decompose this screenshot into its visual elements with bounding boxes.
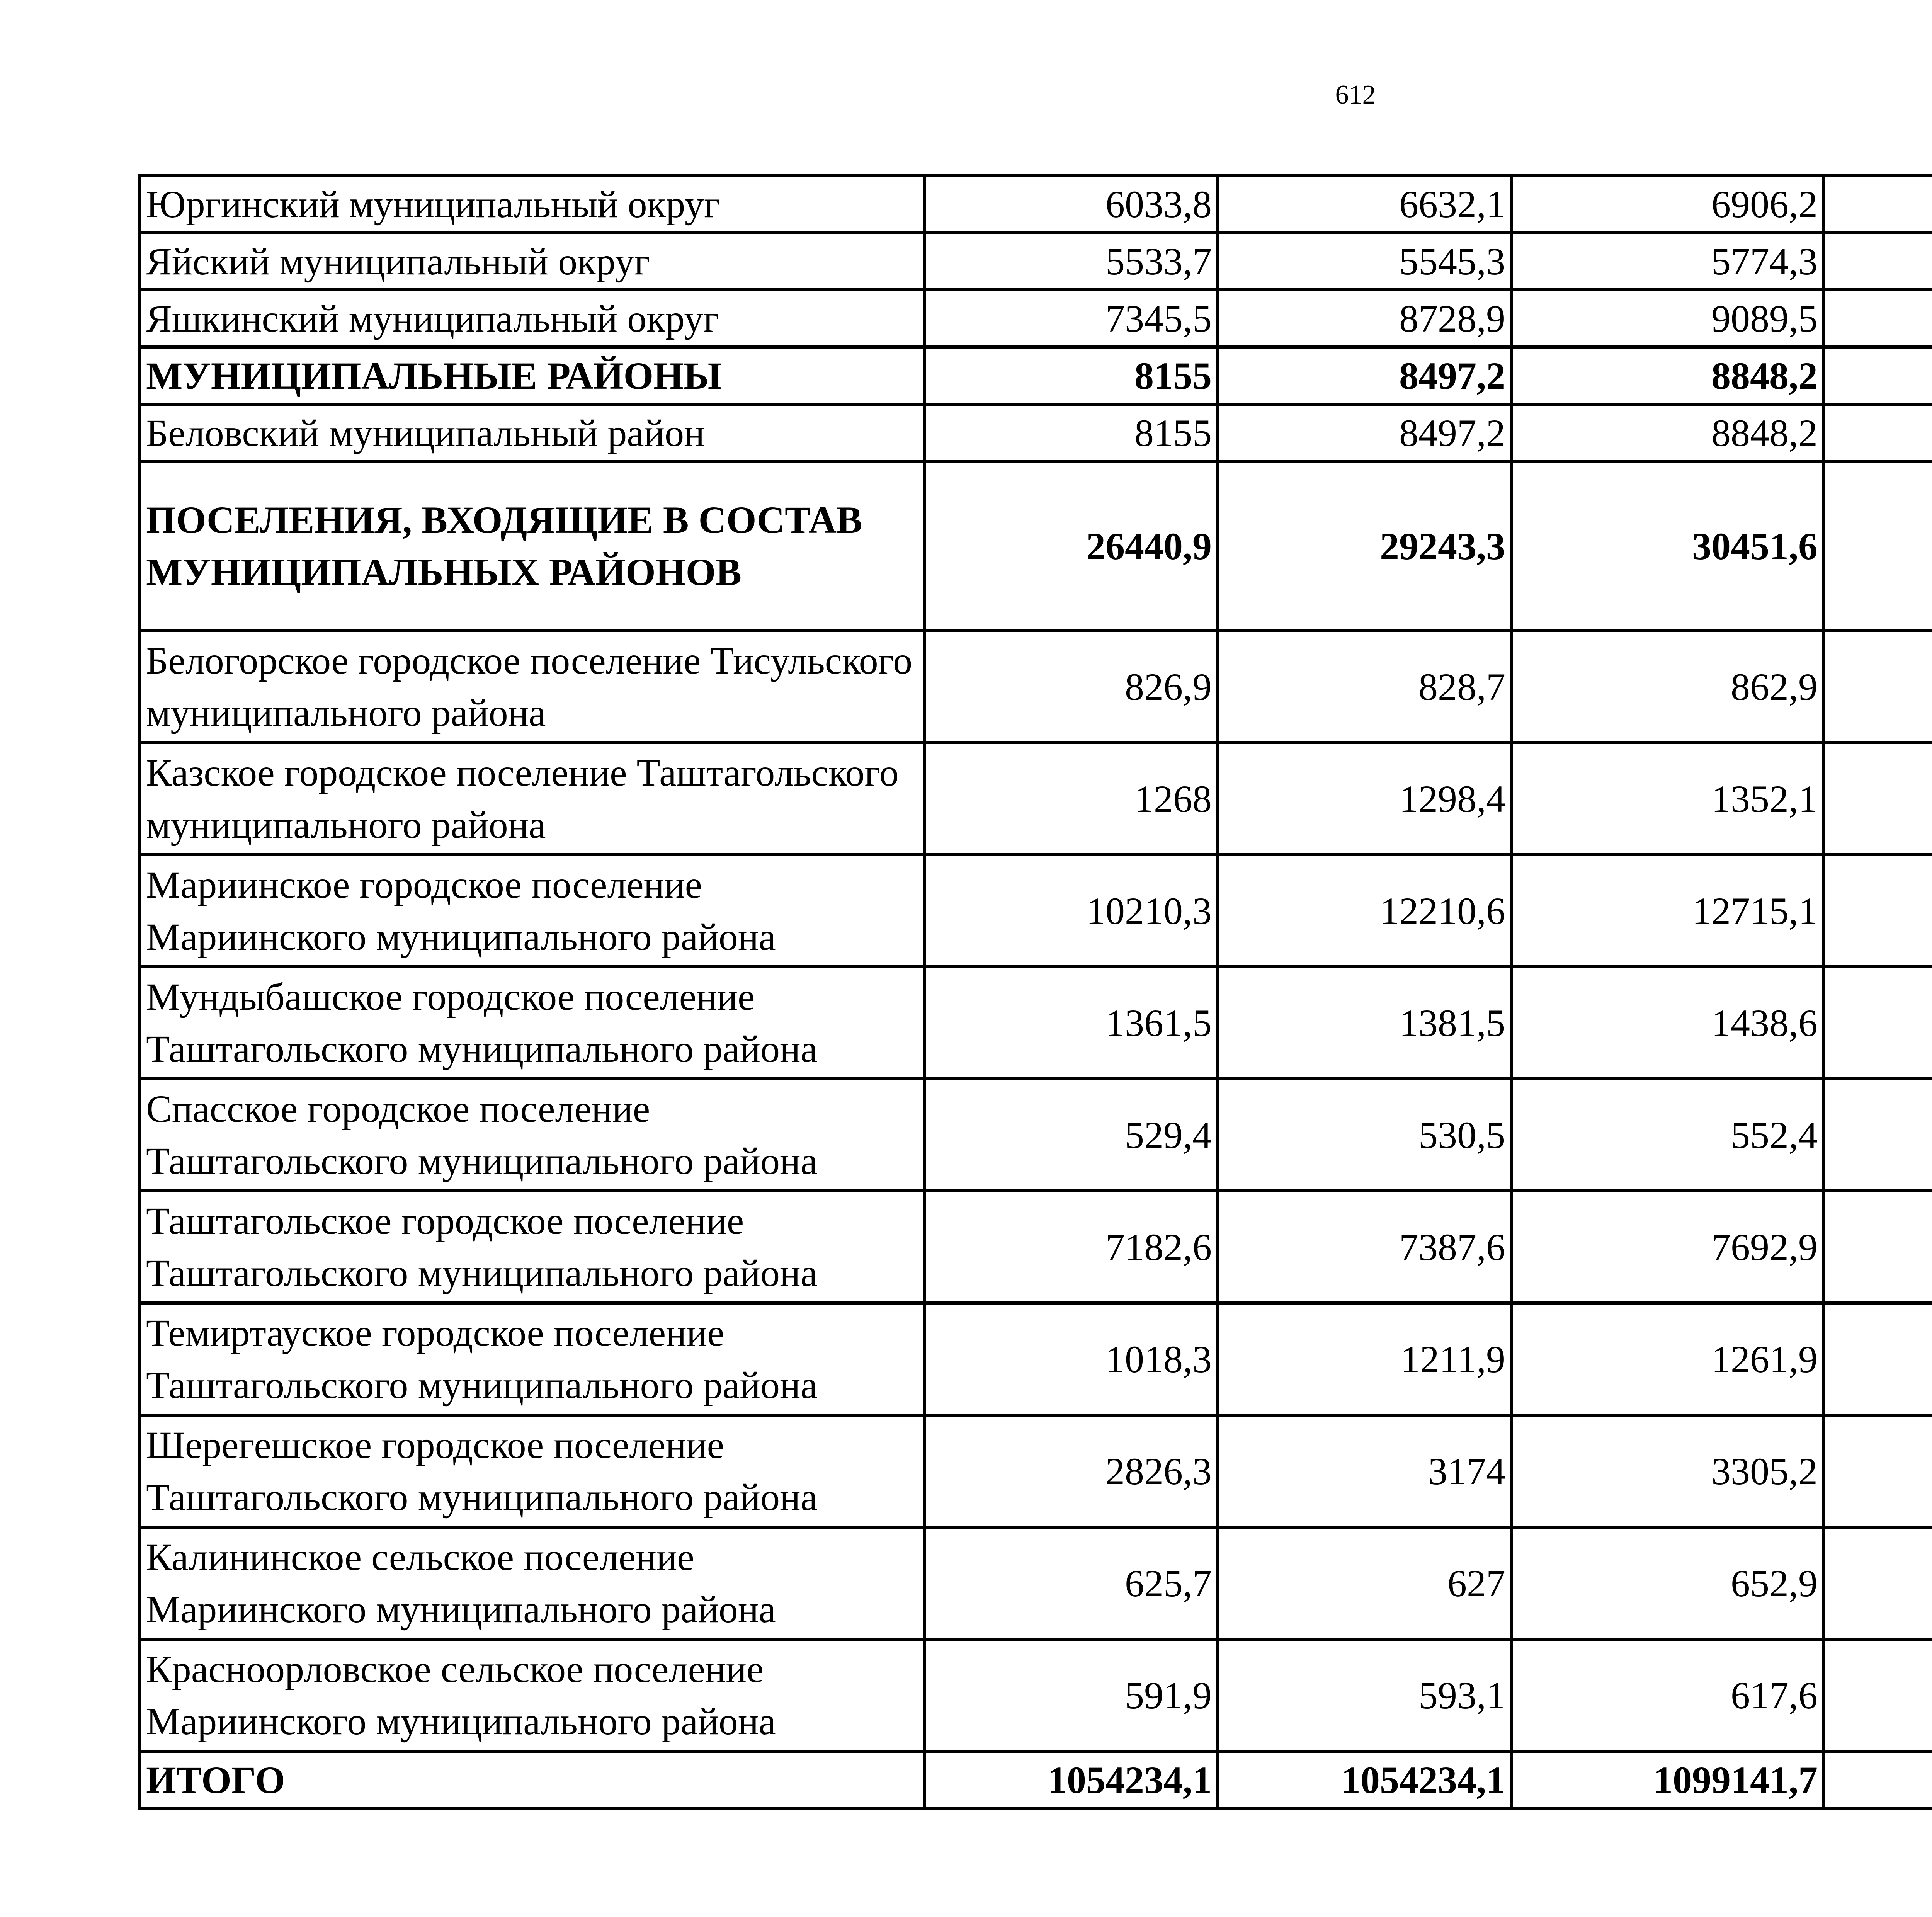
- table-row: [140, 1191, 1932, 1303]
- total-row: [140, 1751, 1932, 1808]
- cell-col3: 862,9: [1512, 631, 1824, 743]
- cell-col3: 652,9: [1512, 1527, 1824, 1639]
- cell-col1: 1018,3: [924, 1303, 1218, 1415]
- cell-col1: 8155: [924, 347, 1218, 404]
- table-row: [140, 967, 1932, 1079]
- row-name: Красноорловское сельское поселение Мариинского муниципального района: [140, 1639, 924, 1751]
- table-row: [140, 1079, 1932, 1191]
- cell-col3: 9089,5: [1512, 290, 1824, 347]
- cell-col2: 1211,9: [1218, 1303, 1512, 1415]
- cell-col3: 8848,2: [1512, 347, 1824, 404]
- table-row: [140, 233, 1932, 290]
- row-name: Казское городское поселение Таштагольского муниципального района: [140, 743, 924, 855]
- cell-col2: 828,7: [1218, 631, 1512, 743]
- row-name: Белогорское городское поселение Тисульского муниципального района: [140, 631, 924, 743]
- row-name: Шерегешское городское поселение Таштагольского муниципального района: [140, 1415, 924, 1527]
- cell-col1: 591,9: [924, 1639, 1218, 1751]
- row-name: Темиртауское городское поселение Таштагольского муниципального района: [140, 1303, 924, 1415]
- cell-col1: 7182,6: [924, 1191, 1218, 1303]
- row-name: Яйский муниципальный округ: [140, 233, 924, 290]
- cell-col2: 1381,5: [1218, 967, 1512, 1079]
- cell-col3: 5774,3: [1512, 233, 1824, 290]
- cell-col3: 3305,2: [1512, 1415, 1824, 1527]
- cell-col4: [1824, 743, 1932, 855]
- cell-col4: [1824, 1527, 1932, 1639]
- total-label: ИТОГО: [140, 1751, 924, 1808]
- cell-col4: [1824, 967, 1932, 1079]
- table-row: [140, 404, 1932, 461]
- cell-col1: 26440,9: [924, 461, 1218, 631]
- table-row: [140, 1639, 1932, 1751]
- cell-col3: 7692,9: [1512, 1191, 1824, 1303]
- cell-col3: 1438,6: [1512, 967, 1824, 1079]
- cell-col3: 8848,2: [1512, 404, 1824, 461]
- budget-table: [138, 174, 1932, 1810]
- cell-col1: 625,7: [924, 1527, 1218, 1639]
- cell-col3: 30451,6: [1512, 461, 1824, 631]
- cell-col2: 1298,4: [1218, 743, 1512, 855]
- cell-col4: [1824, 347, 1932, 404]
- cell-col2: 8497,2: [1218, 404, 1512, 461]
- cell-col2: 627: [1218, 1527, 1512, 1639]
- cell-col2: 8497,2: [1218, 347, 1512, 404]
- cell-col2: 12210,6: [1218, 855, 1512, 967]
- cell-col4: [1824, 1639, 1932, 1751]
- row-name: Спасское городское поселение Таштагольского муниципального района: [140, 1079, 924, 1191]
- cell-col2: 3174: [1218, 1415, 1512, 1527]
- cell-col4: [1824, 1415, 1932, 1527]
- cell-col1: 1268: [924, 743, 1218, 855]
- table-row: [140, 290, 1932, 347]
- cell-col4: [1824, 631, 1932, 743]
- table-row: [140, 855, 1932, 967]
- row-name: Мариинское городское поселение Мариинского муниципального района: [140, 855, 924, 967]
- cell-col1: 8155: [924, 404, 1218, 461]
- cell-col1: 1361,5: [924, 967, 1218, 1079]
- cell-col4: [1824, 855, 1932, 967]
- total-col4: [1824, 1751, 1932, 1808]
- row-name: Мундыбашское городское поселение Таштагольского муниципального района: [140, 967, 924, 1079]
- section-name: ПОСЕЛЕНИЯ, ВХОДЯЩИЕ В СОСТАВ МУНИЦИПАЛЬНЫХ РАЙОНОВ: [140, 461, 924, 631]
- cell-col4: [1824, 1079, 1932, 1191]
- row-name: Юргинский муниципальный округ: [140, 175, 924, 233]
- cell-col3: 617,6: [1512, 1639, 1824, 1751]
- cell-col2: 5545,3: [1218, 233, 1512, 290]
- row-name: Беловский муниципальный район: [140, 404, 924, 461]
- cell-col2: 8728,9: [1218, 290, 1512, 347]
- cell-col4: [1824, 404, 1932, 461]
- table-row: [140, 1527, 1932, 1639]
- cell-col2: 593,1: [1218, 1639, 1512, 1751]
- cell-col1: 5533,7: [924, 233, 1218, 290]
- cell-col1: 7345,5: [924, 290, 1218, 347]
- cell-col4: [1824, 461, 1932, 631]
- total-col3: 1099141,7: [1512, 1751, 1824, 1808]
- table-row: [140, 1303, 1932, 1415]
- cell-col1: 6033,8: [924, 175, 1218, 233]
- cell-col1: 2826,3: [924, 1415, 1218, 1527]
- cell-col3: 552,4: [1512, 1079, 1824, 1191]
- table-row: [140, 1415, 1932, 1527]
- row-name: Таштагольское городское поселение Таштагольского муниципального района: [140, 1191, 924, 1303]
- cell-col1: 529,4: [924, 1079, 1218, 1191]
- cell-col2: 530,5: [1218, 1079, 1512, 1191]
- table-row: [140, 631, 1932, 743]
- table-row: [140, 743, 1932, 855]
- section-row: [140, 461, 1932, 631]
- table-row: [140, 175, 1932, 233]
- row-name: Калининское сельское поселение Мариинского муниципального района: [140, 1527, 924, 1639]
- cell-col1: 826,9: [924, 631, 1218, 743]
- cell-col3: 6906,2: [1512, 175, 1824, 233]
- total-col1: 1054234,1: [924, 1751, 1218, 1808]
- row-name: Яшкинский муниципальный округ: [140, 290, 924, 347]
- cell-col1: 10210,3: [924, 855, 1218, 967]
- cell-col4: [1824, 175, 1932, 233]
- cell-col4: [1824, 1191, 1932, 1303]
- cell-col2: 6632,1: [1218, 175, 1512, 233]
- cell-col4: [1824, 233, 1932, 290]
- page-number: 612: [1335, 80, 1376, 110]
- cell-col2: 29243,3: [1218, 461, 1512, 631]
- cell-col3: 1352,1: [1512, 743, 1824, 855]
- cell-col4: [1824, 1303, 1932, 1415]
- cell-col3: 12715,1: [1512, 855, 1824, 967]
- cell-col3: 1261,9: [1512, 1303, 1824, 1415]
- section-name: МУНИЦИПАЛЬНЫЕ РАЙОНЫ: [140, 347, 924, 404]
- cell-col4: [1824, 290, 1932, 347]
- section-row: [140, 347, 1932, 404]
- total-col2: 1054234,1: [1218, 1751, 1512, 1808]
- cell-col2: 7387,6: [1218, 1191, 1512, 1303]
